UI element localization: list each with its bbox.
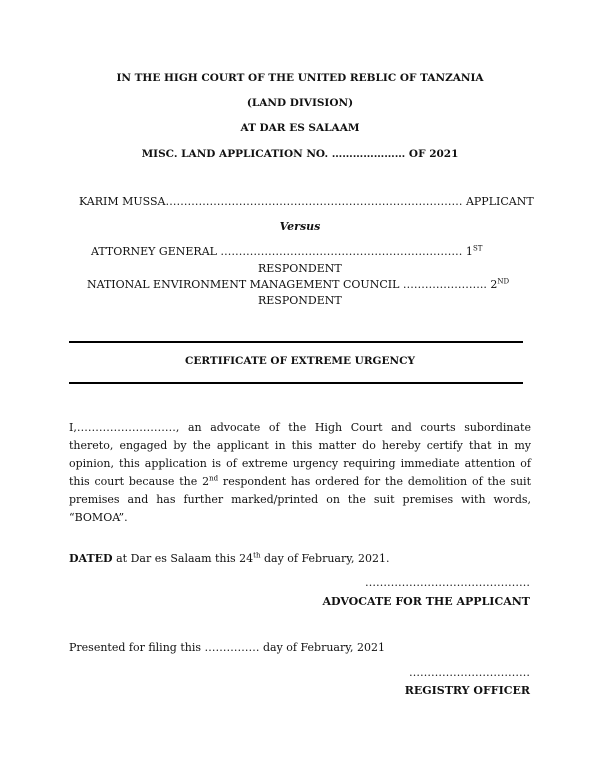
respondent-2-text: NATIONAL ENVIRONMENT MANAGEMENT COUNCIL ………………….. 2 bbox=[87, 278, 498, 291]
applicant-line: KARIM MUSSA……………………………………………………………………… APPLICANT bbox=[79, 195, 534, 208]
case-number-heading: MISC. LAND APPLICATION NO. ………………… OF 2021 bbox=[141, 148, 459, 160]
respondent-1-sup: ST bbox=[472, 244, 483, 253]
advocate-signature-dots: ……………………………………… bbox=[365, 576, 530, 589]
registry-label: REGISTRY OFFICER bbox=[404, 684, 530, 697]
versus-label: Versus bbox=[279, 220, 321, 233]
respondent-2-cont: RESPONDENT bbox=[258, 294, 342, 307]
respondent-2-line bbox=[87, 278, 509, 291]
certificate-title: CERTIFICATE OF EXTREME URGENCY bbox=[185, 355, 415, 367]
certificate-body bbox=[69, 419, 531, 527]
dated-line bbox=[69, 552, 389, 565]
body-part-1: I,………………………, an advocate of the High Court and courts subordinate thereto, engaged by the applicant in this matter do hereby certify that in my opinion, this application is of extreme urgency requiring immediate attention of this court because the 2 bbox=[69, 421, 531, 488]
bottom-rule bbox=[69, 382, 523, 384]
respondent-1-text: ATTORNEY GENERAL ………………………………………………………… 1 bbox=[91, 245, 473, 258]
body-sup: nd bbox=[209, 474, 219, 483]
body-part-2: respondent has ordered for the demolition of the suit premises and has further marked/printed on the suit premises with words, “BOMOA”. bbox=[69, 475, 531, 524]
court-heading: IN THE HIGH COURT OF THE UNITED REBLIC OF TANZANIA bbox=[116, 72, 484, 84]
division-heading: (LAND DIVISION) bbox=[246, 97, 354, 109]
respondent-2-sup: ND bbox=[497, 277, 510, 286]
dated-text-1: at Dar es Salaam this 24 bbox=[112, 552, 254, 565]
respondent-1-line bbox=[91, 245, 482, 258]
filing-line: Presented for filing this …………… day of February, 2021 bbox=[69, 641, 385, 654]
registry-signature-dots: …………………………… bbox=[409, 666, 530, 679]
advocate-label: ADVOCATE FOR THE APPLICANT bbox=[322, 595, 530, 608]
top-rule bbox=[69, 341, 523, 343]
dated-text-2: day of February, 2021. bbox=[260, 552, 390, 565]
dated-label: DATED bbox=[69, 552, 113, 565]
location-heading: AT DAR ES SALAAM bbox=[240, 122, 360, 134]
dated-sup: th bbox=[253, 551, 261, 560]
respondent-1-cont: RESPONDENT bbox=[258, 262, 342, 275]
